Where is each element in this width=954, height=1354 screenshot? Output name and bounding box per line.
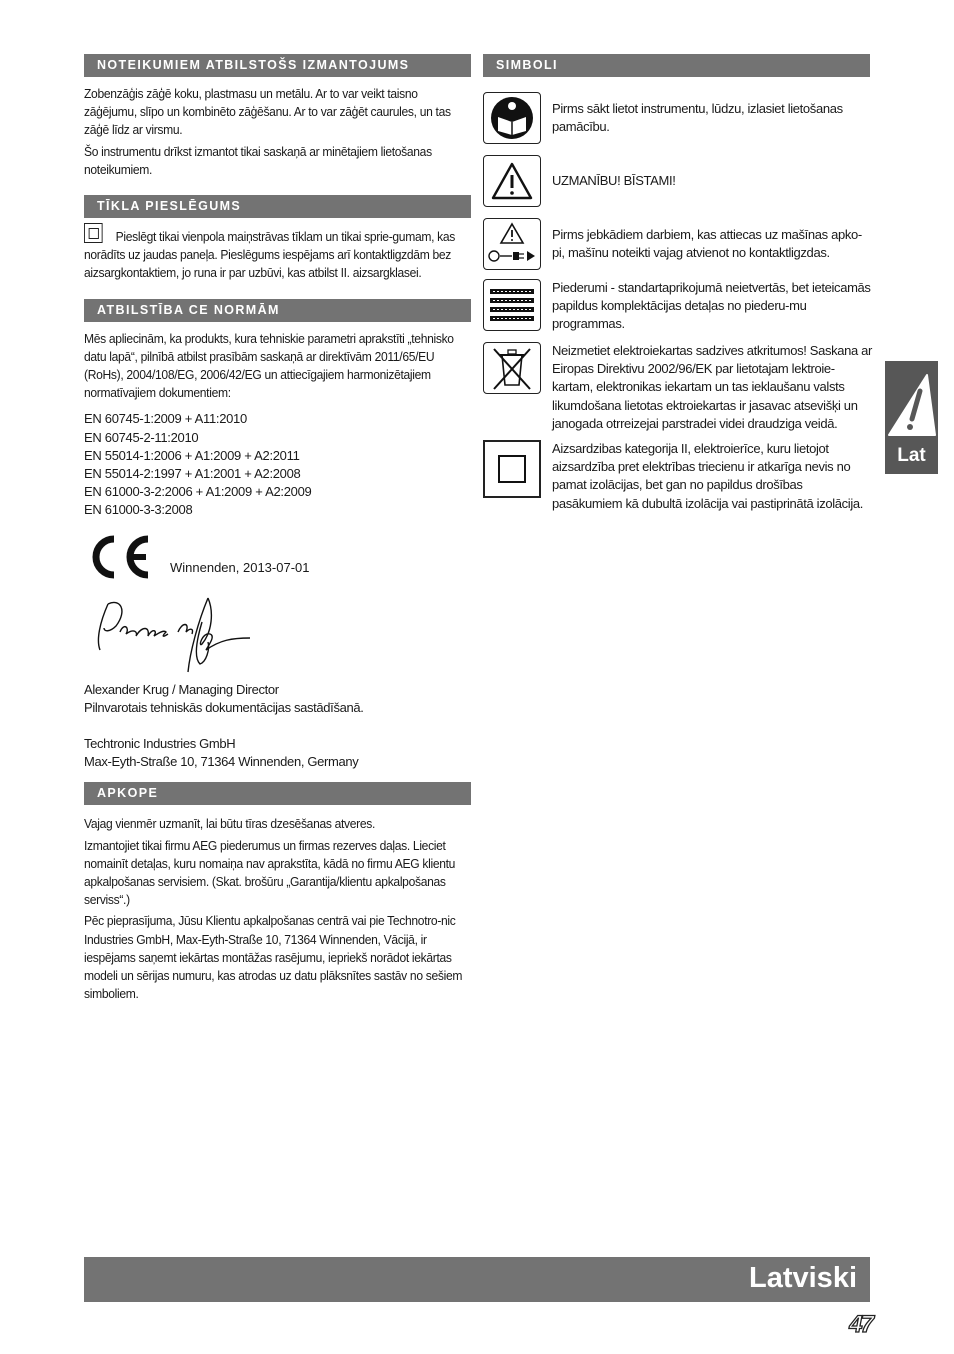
company-name: Techtronic Industries GmbH [84,736,236,752]
section-heading-ce: ATBILSTĪBA CE NORMĀM [84,299,471,322]
signature-drawing [90,592,260,678]
standard-item: EN 60745-1:2009 + A11:2010 [84,411,247,427]
class-ii-small-icon [84,223,103,243]
saw-blades-icon [483,279,541,331]
symbol-text: Piederumi - standartaprikojumā neietvertās, bet ieteicamās papildus komplektācijas detaļas no piederu-mu programmas. [552,280,871,332]
mains-paragraph [84,228,469,283]
footer-language-title: Latviski [749,1262,857,1294]
usage-paragraph-2: Šo instrumentu drīkst izmantot tikai saskaņā ar minētajiem lietošanas noteikumiem. [84,143,432,177]
read-manual-icon [483,92,541,144]
section-heading-symbols: SIMBOLI [483,54,870,77]
section-heading-maintenance: APKOPE [84,782,471,805]
symbol-row-weee [483,342,873,431]
ce-marking-row [84,534,471,592]
mains-text: Pieslēgt tikai vienpola maiņstrāvas tīklam un tikai sprie-gumam, kas norādīts uz jaudas paneļa. Pieslēgums iespējams arī kontaktligzdām bez aizsargkontaktiem, jo runa ir par uzbūvi, kas atbilst II. aizsargklasei. [84,229,455,281]
symbol-row-warning [483,155,870,211]
symbol-row-class-ii [483,440,870,511]
symbol-text: Pirms jebkādiem darbiem, kas attiecas uz mašīnas apko-pi, mašīnu noteikti vajag atvienot no kontaktligzdas. [552,227,862,261]
standard-item: EN 55014-1:2006 + A1:2009 + A2:2011 [84,447,300,463]
standards-list [84,410,471,519]
footer-bar [84,1257,870,1302]
symbol-text: Neizmetiet elektroiekartas sadzives atkritumos! Saskana ar Eiropas Direktivu 2002/96/EK par lietotajam lektroie-kartam, elektronikas iekartam un tas ieklaušanu valsts likumdošana lietotas ektroiekartas ir jasavac atsevišķi un janogada otrreizejai parstradei videi draudziga veidā. [552,343,873,431]
signer-role: Pilnvarotais tehniskās dokumentācijas sastādīšanā. [84,699,364,715]
standard-item: EN 55014-2:1997 + A1:2001 + A2:2008 [84,466,301,482]
standard-item: EN 61000-3-2:2006 + A1:2009 + A2:2009 [84,484,312,500]
side-tab-label: Lat [897,445,926,466]
language-side-tab [885,361,938,474]
warning-icon [483,155,541,207]
signer-block [84,681,471,772]
symbol-text: UZMANĪBU! BĪSTAMI! [552,173,676,188]
maintenance-paragraph-2: Izmantojiet tikai firmu AEG piederumus un firmas rezerves daļas. Lieciet nomainīt detaļas, kuru nomaiņa nav aprakstīta, kādā no firmu AEG klientu apkalpošanas servisiem. (Skat. brošūru „Garantija/klientu apkalpošanas serviss“.) [84,837,456,908]
signature [84,592,471,678]
page-number: 47 [849,1311,872,1338]
usage-paragraph-1: Zobenzāģis zāģē koku, plastmasu un metālu. Ar to var veikt taisno zāģējumu, slīpo un kombinēto zāģēšanu. Ar to var zāģēt caurules, un tas zāģē līdz ar virsmu. [84,86,451,138]
maintenance-paragraph-3: Pēc pieprasījuma, Jūsu Klientu apkalpošanas centrā vai pie Technotro-nic Industries GmbH, Max-Eyth-Straße 10, 71364 Winnenden, Vācijā, ir iespējams saņemt iekārtas montāžas rasējumu, iepriekš norādot iekārtas modeli un sērijas numuru, kas atrodas uz datu plāksnītes sastāv no sešiem simboliem. [84,913,463,1002]
place-date: Winnenden, 2013-07-01 [170,559,310,575]
signer-name: Alexander Krug / Managing Director [84,681,279,697]
symbol-text: Aizsardzibas kategorija II, elektroierīce, kuru lietojot aizsardzība pret elektrības triecienu ir atkarīga nevis no pamat izolācijas, bet gan no papildus drošības pasākumiem kā dubultā izolācija vai pastiprinātā izolācija. [552,441,864,511]
right-column [483,54,873,511]
company-address: Max-Eyth-Straße 10, 71364 Winnenden, Germany [84,754,359,770]
class-ii-insulation-icon [483,440,541,498]
symbol-text: Pirms sākt lietot instrumentu, lūdzu, izlasiet lietošanas pamācību. [552,101,843,135]
symbol-row-accessories [483,279,870,335]
warning-triangle-icon [885,367,938,441]
crossed-bin-icon [483,342,541,394]
symbol-row-manual [483,92,870,148]
ce-paragraph: Mēs apliecinām, ka produkts, kura tehniskie parametri aprakstīti „tehnisko datu lapā“, pilnībā atbilst prasībām saskaņā ar direktīvām 2011/65/EU (RoHs), 2004/108/EG, 2006/42/EG un attiecīgajiem harmonizētajiem normatīvajiem dokumentiem: [84,330,454,401]
ce-mark-icon [86,534,152,580]
left-column [84,54,471,1004]
unplug-warning-icon [483,218,541,270]
maintenance-paragraph-1: Vajag vienmēr uzmanīt, lai būtu tīras dzesēšanas atveres. [84,816,376,832]
symbol-row-unplug [483,218,870,274]
standard-item: EN 60745-2-11:2010 [84,429,199,445]
standard-item: EN 61000-3-3:2008 [84,502,193,518]
section-heading-mains: TĪKLA PIESLĒGUMS [84,195,471,218]
section-heading-usage: NOTEIKUMIEM ATBILSTOŠS IZMANTOJUMS [84,54,471,77]
